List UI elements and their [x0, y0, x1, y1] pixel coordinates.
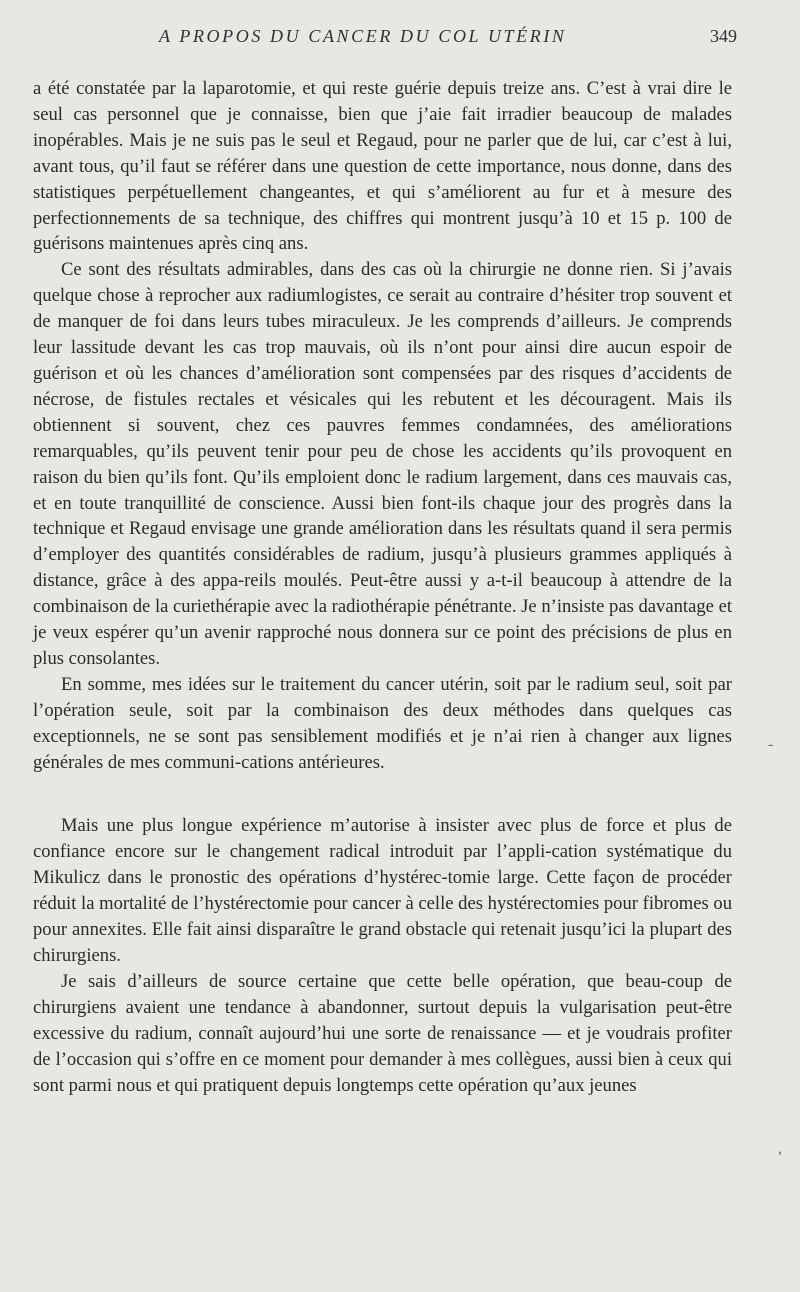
margin-mark: ,: [778, 1140, 782, 1157]
body-text: [33, 76, 732, 1098]
paragraph: Mais une plus longue expérience m’autorise à insister avec plus de force et plus de confiance encore sur le changement radical introduit par l’appli-cation systématique du Mikulicz dans le pronostic des opérations d’hystérec-tomie large. Cette façon de procéder réduit la mortalité de l’hystérectomie pour cancer à celle des hystérectomies pour fibromes ou pour annexites. Elle fait ainsi disparaître le grand obstacle qui retenait jusqu’ici la plupart des chirurgiens.: [33, 815, 732, 966]
page-number: 349: [710, 26, 737, 46]
paragraph-continued: a été constatée par la laparotomie, et qui reste guérie depuis treize ans. C’est à vrai dire le seul cas personnel que je connaisse, bien que j’aie fait irradier beaucoup de malades inopérables. Mais je ne suis pas le seul et Regaud, pour ne parler que de lui, car c’est à lui, avant tous, qu’il faut se référer dans une question de cette importance, nous donne, dans des statistiques perpétuellement changeantes, et qui s’améliorent au fur et à mesure des perfectionnements de sa technique, des chiffres qui montrent jusqu’à 10 et 15 p. 100 de guérisons maintenues après cinq ans.: [33, 78, 732, 255]
section-gap: [33, 775, 732, 813]
running-title: A PROPOS DU CANCER DU COL UTÉRIN: [159, 26, 567, 46]
running-head: [33, 26, 737, 54]
margin-mark: -: [768, 736, 774, 753]
paragraph: Ce sont des résultats admirables, dans des cas où la chirurgie ne donne rien. Si j’avais quelque chose à reprocher aux radiumlogistes, ce serait au contraire d’hésiter trop souvent et de manquer de foi dans leurs tubes miraculeux. Je les comprends d’ailleurs. Je comprends leur lassitude devant les cas trop mauvais, où ils n’ont pour ainsi dire aucun espoir de guérison et où les chances d’amélioration sont compensées par des risques d’accidents de nécrose, de fistules rectales et vésicales qui les rebutent et les découragent. Mais ils obtiennent si souvent, chez ces pauvres femmes condamnées, des améliorations remarquables, qu’ils peuvent tenir pour peu de chose les accidents qu’ils provoquent en raison du bien qu’ils font. Qu’ils emploient donc le radium largement, dans ces mauvais cas, et en toute tranquillité de conscience. Aussi bien font-ils chaque jour des progrès dans la technique et Regaud envisage une grande amélioration dans les résultats quand il sera permis d’employer des quantités considérables de radium, jusqu’à plusieurs grammes appliqués à distance, grâce à des appa-reils moulés. Peut-être aussi y a-t-il beaucoup à attendre de la combinaison de la curiethérapie avec la radiothérapie pénétrante. Je n’insiste pas davantage et je veux espérer qu’un avenir rapproché nous donnera sur ce point des précisions de plus en plus consolantes.: [33, 259, 732, 669]
paragraph: Je sais d’ailleurs de source certaine que cette belle opération, que beau-coup de chirurgiens avaient une tendance à abandonner, surtout depuis la vulgarisation peut-être excessive du radium, connaît aujourd’hui une sorte de renaissance — et je voudrais profiter de l’occasion qui s’offre en ce moment pour demander à mes collègues, aussi bien à ceux qui sont parmi nous et qui pratiquent depuis longtemps cette opération qu’aux jeunes: [33, 970, 732, 1096]
paragraph: En somme, mes idées sur le traitement du cancer utérin, soit par le radium seul, soit par l’opération seule, soit par la combinaison des deux méthodes dans quelques cas exceptionnels, ne se sont pas sensiblement modifiés et je n’ai rien à changer aux lignes générales de mes communi-cations antérieures.: [33, 673, 732, 773]
